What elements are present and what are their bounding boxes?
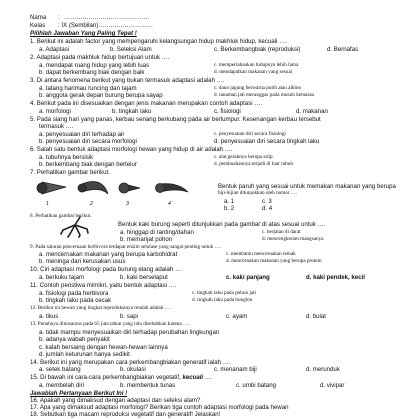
beak-1-image [37,182,66,194]
q2-option-b: b. dapat berkembang biak dengan baik [39,69,145,76]
question-5-continued: termasuk …. [39,123,74,130]
beak-shapes-figure [36,176,196,200]
q4-option-a: a. morfologi [39,108,71,115]
q12-option-b: b. sapi [120,313,138,320]
q5-option-d: d. penyesuaian diri secara tingkah laku [214,138,320,145]
q7-option-c: c. 3 [262,198,272,205]
q3-option-a: a. tatang harimau runcing dan tajam [39,85,137,92]
q4-option-b: b. tingkah laku [112,108,152,115]
beak-4-image [156,184,189,193]
q15-stem: 15. Di bawah ini cara-cara perkembangbiakan vegetatif, [30,374,183,381]
q6-option-c: c. alat geraknya berupa sirip [214,154,273,160]
question-3: 3. Di antara fenomena berikut yang bukan termasuk adaptasi adalah …. [30,77,225,84]
q8-description: Bentuk kaki burung seperti ditunjukkan pada gambar di atas sesuai untuk …. [118,221,326,228]
question-5: 5. Pada siang hari yang panas, kerbau senang berkubang pada air berlumpur. Kesenangan kerbau tersebut [30,116,321,123]
q15-kecuali: kecuali [182,374,204,381]
class-label: Kelas [30,22,46,29]
q8-option-c: c. berjalan di darat [262,229,301,235]
question-9: 9. Pada saluran pencernaan herbivora terdapat enzim selulase yang sangat penting untuk …. [30,244,222,250]
q3-option-b: b. anggota gerak depan burung berupa sayap [39,92,163,99]
q9-option-b: b. meninga dari kerusakan usus [39,258,126,265]
q14-option-a: a. setek batang [39,366,81,373]
q13-option-a: a. tidak mampu menyesuaikan diri terhadap perubahan lingkungan [39,329,220,336]
q6-option-d: d. pembuahannya terjadi di luar tubuh [214,161,293,167]
q15-option-b: b. membentuk tunas [120,382,176,389]
q4-option-c: c. fisiologi [214,108,241,115]
q7-option-d: d. 4 [262,205,273,212]
q15-option-c: c. umbi batang [236,382,276,389]
q11-option-d: d. tingkah laku pada bunglon [192,297,253,303]
q13-option-c: c. kalah bersaing dengan hewan-hewan lainnya [39,344,168,351]
q12-option-a: a. tikus [39,313,59,320]
q1-option-b: b. Seleksi Alam [110,46,152,53]
question-10: 10. Ciri adaptasi morfologi pada burung elang adalah …. [30,266,183,273]
question-2: 2. Adaptasi pada makhluk hidup bertujuan untuk …. [30,54,170,61]
q10-option-c: c. kaki panjang [226,274,270,281]
q15-option-a: a. membelah diri [39,382,85,389]
q10-option-a: a. berkuku tajam [39,274,85,281]
q11-option-b: b. tingkah laku pada cecak [39,297,112,304]
q8-option-a: a. hinggap di ranting/dahan [120,229,194,236]
question-17: 17. Apa yang dimaksud adaptasi morfologi? Berikan tiga contoh adaptasi morfologi pada hewan [30,404,289,411]
q14-option-b: b. okulasi [120,366,146,373]
q4-option-d: d. makanan [296,108,328,115]
question-7: 7. Perhatikan gambar berikut. [30,169,110,176]
q10-option-b: b. kaki berselaput [120,274,168,281]
question-1: 1. Berikut ini adalah factor yang mempengaruhi kelangsungan hidup makhluk hidup, kecuali …. [30,38,287,45]
question-8: 8. Perhatikan gambar berikut. [30,213,92,219]
instruction-multiple-choice: Pilihlah Jawaban Yang Paling Tepat ! [30,30,137,37]
beak-2-image [78,182,108,194]
q2-option-d: d. mendapatkan makanan yang sesuai [214,69,293,75]
question-14: 14. Berikut ini yang merupakan cara perkembangbiakan generatif ialah …. [30,359,231,366]
q6-option-a: a. tubuhnya bersisik [39,154,94,161]
instruction-essay: Jawablah Pertanyaan Berikut Ini ! [30,390,128,397]
q7-option-a: a. 1 [224,198,235,205]
beak-label-2: 2 [90,201,93,207]
name-colon: : [58,14,60,21]
q14-option-c: c. menanam biji [214,366,257,373]
question-16: 16. Apakah yang dimaksud dengan adaptasi dan seleksi alam? [30,397,201,404]
q12-option-d: d. bulat [306,313,326,320]
q13-option-d: d. jumlah keturunan hanya sedikit [39,351,130,358]
q6-option-b: b. berkembang biak dengan bertelur [39,161,137,168]
q2-option-c: c. memperlahankan hidupnya lebih lama [214,62,299,68]
q8-option-d: d. mencengkeram mangsanya [262,236,324,242]
q3-option-c: c. daun jagung berwarna putih atau albino [214,85,302,91]
class-value: : IX (Sembilan)……………………… [58,22,154,29]
q1-option-c: c. Berkembangbiak (reproduksi) [214,46,301,53]
q5-option-b: b. penyesuaian diri secara morfologi [39,138,137,145]
q15-option-d: d. vivipar [320,382,345,389]
beak-3-image [119,183,140,193]
q7-description-continued: biji-bijian ditunjukkan oleh nomor …. [218,190,298,196]
q3-option-d: d. tanaman jati meranggas pada musim kemarau [214,92,315,98]
q7-option-b: b. 2 [224,205,235,212]
question-13: 13. Punahnya dinosaurus pada 65 juta tahun yang lalu disebabkan karena …. [30,321,190,327]
q13-option-b: b. adanya wabah penyakit [39,336,110,343]
q15-tail: …. [203,374,213,381]
q8-option-b: b. memanjat pohon [120,236,173,243]
beak-label-3: 3 [126,201,129,207]
question-11: 11. Contoh peristiwa mimikri, yaitu bentuk adaptasi …. [30,282,177,289]
name-blank: …………………………………… [64,14,150,21]
q12-option-c: c. ayam [226,313,248,320]
question-4: 4. Berikut pada ini disesuaikan dengan jenis makanan merupakan contoh adaptasi …. [30,100,263,107]
q1-option-d: d. Bernafas [327,46,359,53]
q1-option-a: a. Adaptasi [39,46,70,53]
bird-foot-image [60,216,90,238]
q11-option-c: c. tingkah laku pada pohon jati [192,290,256,296]
question-12: 12. Berikut ini hewan yang tingkat reproduksinya rendah adalah …. [30,305,172,311]
question-18: 18. Sebutkan tiga macam reproduksi vegetatif dan generatif! Jelaskan! [30,411,221,418]
q5-option-a: a. penyesuaian diri terhadap air [39,131,125,138]
q7-description: Bentuk paruh yang sesuai untuk memakan makanan yang berupa [218,183,396,190]
q2-option-a: a. mendapat ruang hidup yang lebih luas [39,62,150,69]
q5-option-c: c. penyesuaian diri secara fisiologi [214,131,286,137]
q9-option-c: c. membantu mencernakan lemak [226,251,296,257]
q11-option-a: a. fisiologi pada herbivora [39,290,109,297]
q9-option-d: d. mencernakan makanan yang berupa protein [226,258,322,264]
q14-option-d: d. merunduk [306,366,340,373]
q10-option-d: d. kaki pendek, kecil [306,274,365,281]
beak-label-1: 1 [46,201,49,207]
beak-label-4: 4 [168,201,171,207]
name-label: Nama [30,14,47,21]
question-6: 6. Salah satu bentuk adaptasi morfologi hewan yang hidup di air adalah …. [30,146,233,153]
question-15 [30,374,213,381]
q9-option-a: a. mencernakan makanan yang berupa karbohidrat [39,251,178,258]
